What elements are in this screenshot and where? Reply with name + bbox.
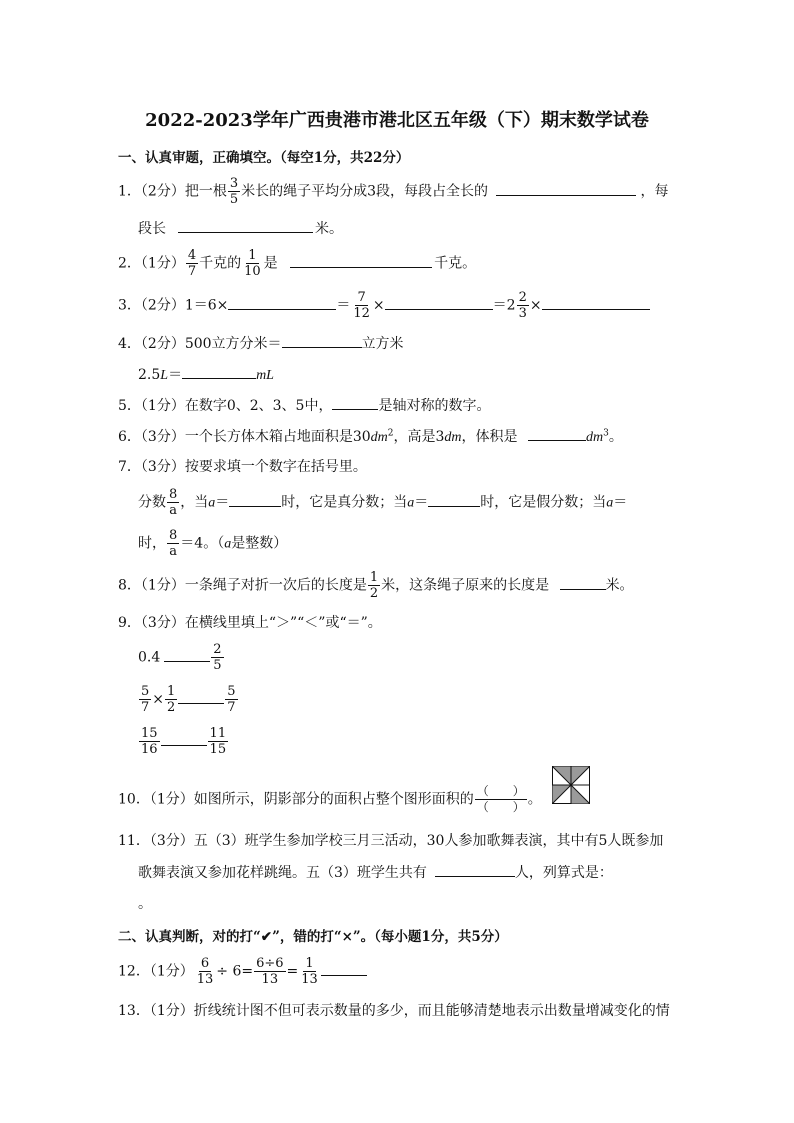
question-3: 3．（2分）1＝6× ＝ $\frac{7}{12}$ × ＝2 $\frac{2}{3}$ × bbox=[118, 290, 650, 321]
question-11: 11．（3分）五（3）班学生参加学校三月三活动，30人参加歌舞表演，其中有5人既参加 bbox=[118, 833, 664, 849]
answer-blank[interactable] bbox=[182, 364, 256, 379]
answer-blank[interactable] bbox=[282, 333, 362, 348]
question-5: 5．（1分）在数字0、2、3、5中， 是轴对称的数字。 bbox=[118, 395, 490, 415]
answer-blank[interactable] bbox=[428, 492, 480, 507]
answer-blank[interactable] bbox=[290, 253, 432, 268]
question-7: 7．（3分）按要求填一个数字在括号里。 bbox=[118, 459, 367, 475]
question-7-cont: 分数 $\frac{8}{a}$ ，当a＝ 时，它是真分数；当a＝ 时，它是假分数；当a＝ bbox=[138, 487, 628, 518]
compare-row-1: 0.4 $\frac{2}{5}$ bbox=[138, 642, 222, 673]
compare-row-2: $\frac{5}{7}$ × $\frac{1}{2}$ $\frac{5}{7}$ bbox=[141, 684, 236, 715]
answer-blank[interactable] bbox=[164, 647, 210, 662]
question-11-cont2: 。 bbox=[138, 896, 152, 912]
question-4: 4．（2分）500立方分米＝ 立方米 bbox=[118, 333, 404, 353]
question-12: 12．（1分） $\frac{6}{13}$ ÷ 6= $\frac{6\div 6}{13}$ = $\frac{1}{13}$ bbox=[118, 956, 367, 987]
answer-blank[interactable] bbox=[385, 295, 493, 310]
answer-blank[interactable] bbox=[228, 295, 336, 310]
compare-row-3: $\frac{15}{16}$ $\frac{11}{15}$ bbox=[141, 726, 227, 757]
question-2: 2．（1分） $\frac{4}{7}$ 千克的 $\frac{1}{10}$ 是 千克。 bbox=[118, 248, 477, 279]
answer-blank[interactable] bbox=[496, 181, 636, 196]
answer-blank[interactable] bbox=[161, 731, 207, 746]
question-10: 10．（1分）如图所示，阴影部分的面积占整个图形面积的 （ ） （ ） 。 bbox=[118, 784, 542, 814]
answer-blank[interactable] bbox=[560, 575, 606, 590]
answer-blank[interactable] bbox=[229, 492, 281, 507]
question-4-cont: 2.5L＝ mL bbox=[138, 364, 274, 384]
question-6: 6．（3分）一个长方体木箱占地面积是$30dm^2$，高是3dm，体积是 $dm^3$。 bbox=[118, 426, 623, 446]
section-heading-fill-in: 一、认真审题，正确填空。（每空1分，共22分） bbox=[118, 150, 410, 166]
answer-blank[interactable] bbox=[435, 862, 515, 877]
page-title: 2022-2023学年广西贵港市港北区五年级（下）期末数学试卷 bbox=[145, 110, 649, 131]
question-13: 13．（1分）折线统计图不但可表示数量的多少，而且能够清楚地表示出数量增减变化的情 bbox=[118, 1003, 670, 1019]
question-9: 9．（3分）在横线里填上“＞”“＜”或“＝”。 bbox=[118, 615, 382, 631]
answer-blank[interactable] bbox=[178, 218, 313, 233]
answer-blank[interactable] bbox=[542, 295, 650, 310]
question-11-cont: 歌舞表演又参加花样跳绳。五（3）班学生共有 人，列算式是： bbox=[138, 862, 613, 882]
question-1: 1．（2分）把一根 $\frac{3}{5}$ 米长的绳子平均分成3段，每段占全长的 ，每 bbox=[118, 176, 669, 207]
answer-blank[interactable] bbox=[178, 689, 224, 704]
section-heading-true-false: 二、认真判断，对的打“✔”，错的打“×”。（每小题1分，共5分） bbox=[118, 929, 508, 945]
question-8: 8．（1分）一条绳子对折一次后的长度是 $\frac{1}{2}$ 米，这条绳子原来的长度是 米。 bbox=[118, 570, 634, 601]
answer-blank[interactable] bbox=[528, 426, 586, 441]
shaded-square-figure bbox=[552, 766, 590, 804]
question-1-cont: 段长 米。 bbox=[138, 218, 343, 238]
answer-blank[interactable] bbox=[321, 961, 367, 976]
answer-blank[interactable] bbox=[332, 395, 378, 410]
question-7-cont2: 时， $\frac{8}{a}$ ＝4。（a是整数） bbox=[138, 528, 288, 559]
